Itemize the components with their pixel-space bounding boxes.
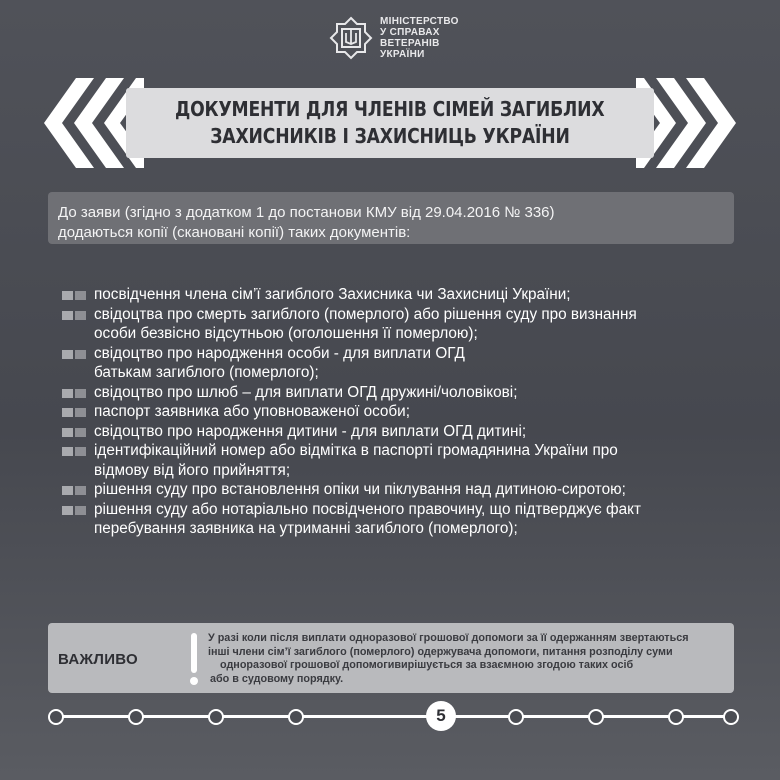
- list-item-text: посвідчення члена сім’ї загиблого Захисника чи Захисниці України;: [94, 286, 571, 303]
- bullet-icon: [62, 350, 86, 359]
- list-item-text: свідоцтво про шлюб – для виплати ОГД дружині/чоловікові;: [94, 383, 518, 401]
- title-line-1: ДОКУМЕНТИ ДЛЯ ЧЛЕНІВ СІМЕЙ ЗАГИБЛИХ: [175, 97, 605, 121]
- list-item: [62, 422, 752, 442]
- intro-line-1: До заяви (згідно з додатком 1 до постанови КМУ від 29.04.2016 № 336): [58, 204, 555, 221]
- bullet-icon: [62, 486, 86, 495]
- page-dot: [288, 709, 304, 725]
- page-dot: [208, 709, 224, 725]
- page-dot: [588, 709, 604, 725]
- list-item: [62, 344, 752, 383]
- important-label: ВАЖЛИВО: [58, 651, 139, 668]
- documents-list: [62, 285, 752, 539]
- list-item-text: відмову від його прийняття;: [94, 461, 291, 479]
- list-item-text: перебування заявника на утриманні загиблого (померлого);: [94, 520, 518, 537]
- list-item: [62, 285, 752, 305]
- title-line-2: ЗАХИСНИКІВ І ЗАХИСНИЦЬ УКРАЇНИ: [210, 124, 570, 148]
- list-item: [62, 402, 752, 422]
- trident-emblem-icon: [328, 15, 374, 61]
- bullet-icon: [62, 389, 86, 398]
- ministry-name: МІНІСТЕРСТВО У СПРАВАХ ВЕТЕРАНІВ УКРАЇНИ: [380, 16, 459, 60]
- list-item-text: особи безвісно відсутньою (оголошення її померлою);: [94, 325, 478, 342]
- important-text: У разі коли після виплати одноразової грошової допомоги за її одержанням звертаються інші члени сім’ї загиблого (померлого) одержувача допомоги, питання розподілу суми одноразової грошової допомогивирішується за взаємною згодою таких осіб або в судовому порядку.: [208, 632, 689, 685]
- page-progress: [48, 700, 738, 734]
- ministry-logo: [328, 15, 459, 61]
- title-banner: [0, 78, 780, 168]
- list-item: [62, 383, 752, 403]
- list-item: [62, 441, 752, 480]
- list-item-text: свідоцтво про народження дитини - для виплати ОГД дитині;: [94, 422, 527, 440]
- bullet-icon: [62, 311, 86, 320]
- list-item: [62, 480, 752, 500]
- page-dot: [723, 709, 739, 725]
- progress-line: [58, 715, 728, 718]
- list-item: [62, 305, 752, 344]
- page-dot: [128, 709, 144, 725]
- important-note: [48, 623, 734, 693]
- bullet-icon: [62, 506, 86, 515]
- page-dot: [508, 709, 524, 725]
- list-item-text: батькам загиблого (померлого);: [94, 364, 319, 381]
- list-item-text: рішення суду або нотаріально посвідченого правочину, що підтверджує факт: [94, 500, 641, 518]
- list-item-text: свідоцтва про смерть загиблого (померлого) або рішення суду про визнання: [94, 305, 637, 323]
- page-dot: [668, 709, 684, 725]
- list-item: [62, 500, 752, 539]
- bullet-icon: [62, 447, 86, 456]
- bullet-icon: [62, 408, 86, 417]
- bullet-icon: [62, 428, 86, 437]
- exclamation-icon: [189, 631, 199, 687]
- list-item-text: рішення суду про встановлення опіки чи піклування над дитиною-сиротою;: [94, 481, 626, 498]
- list-item-text: паспорт заявника або уповноваженої особи;: [94, 403, 410, 420]
- page-title: [126, 88, 654, 158]
- intro-line-2: додаються копії (скановані копії) таких документів:: [58, 224, 411, 241]
- page-dot: [48, 709, 64, 725]
- current-page-indicator: 5: [426, 701, 456, 731]
- list-item-text: свідоцтво про народження особи - для виплати ОГД: [94, 344, 465, 362]
- intro-box: [48, 192, 734, 244]
- list-item-text: ідентифікаційний номер або відмітка в паспорті громадянина України про: [94, 442, 618, 459]
- bullet-icon: [62, 291, 86, 300]
